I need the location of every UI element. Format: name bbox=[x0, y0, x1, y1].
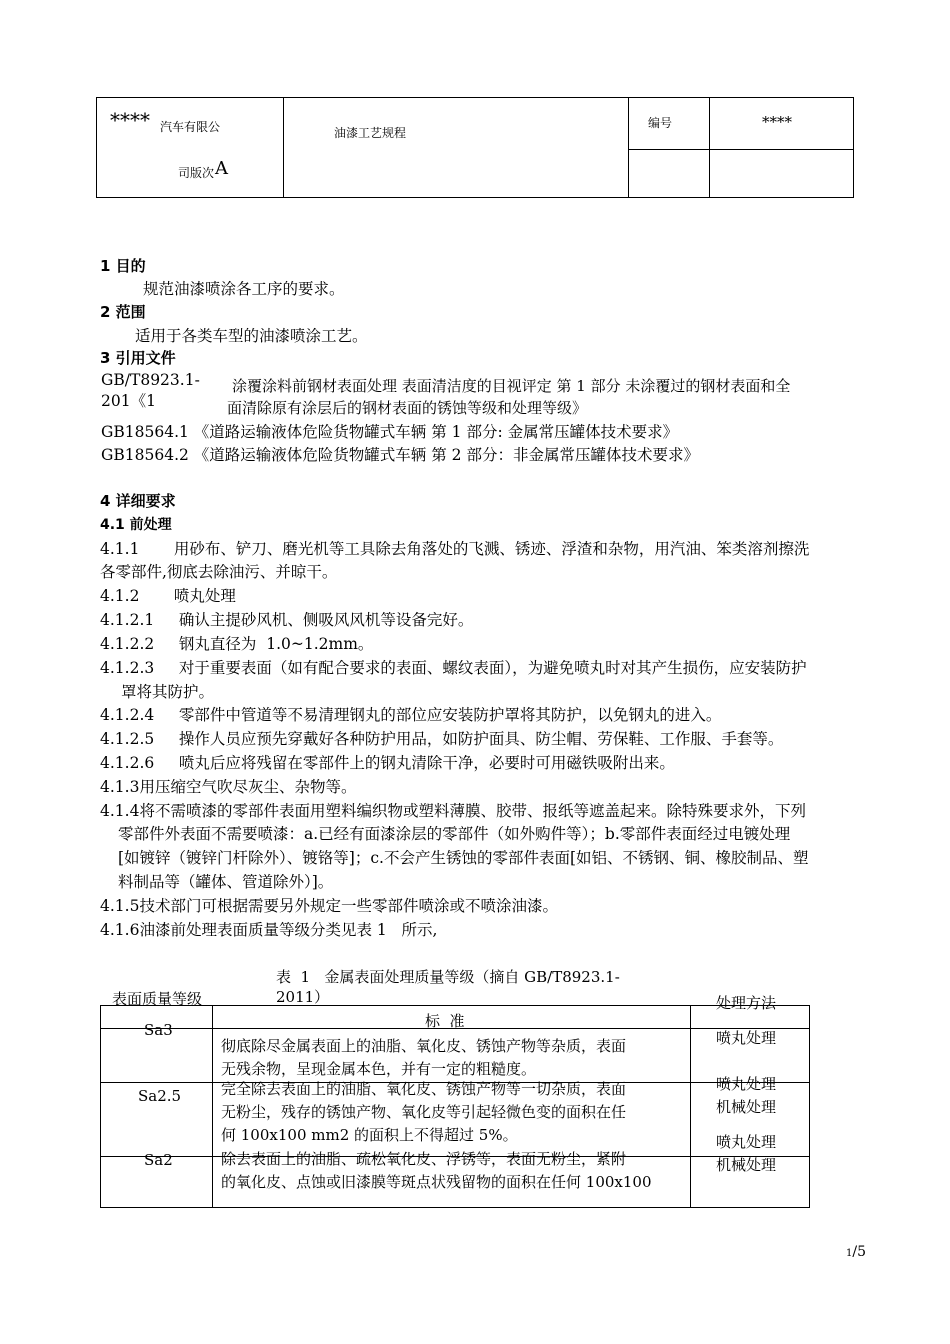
line-4-1-2-6: 4.1.2.6 喷丸后应将残留在零部件上的钢丸清除干净，必要时可用磁铁吸附出来。 bbox=[100, 754, 675, 772]
line-4-1-6: 4.1.6油漆前处理表面质量等级分类见表 1 所示, bbox=[100, 921, 438, 939]
table-cell-method: 喷丸处理 bbox=[716, 1075, 777, 1093]
line-4-1-1-cont: 各零部件,彻底去除油污、并晾干。 bbox=[100, 563, 338, 581]
table-cell-standard: 完全除去表面上的油脂、氧化皮、锈蚀产物等一切杂质，表面 bbox=[221, 1080, 627, 1098]
section-1-text: 规范油漆喷涂各工序的要求。 bbox=[143, 280, 345, 298]
section-4-1-title: 4.1 前处理 bbox=[100, 517, 172, 533]
company-name-cont: 司版次 bbox=[178, 166, 215, 180]
number-label: 编号 bbox=[648, 116, 673, 130]
header-divider bbox=[709, 98, 710, 197]
page-number bbox=[846, 1241, 866, 1260]
ref-1-text: 涂覆涂料前钢材表面处理 表面清洁度的目视评定 第 1 部分 未涂覆过的钢材表面和全 bbox=[232, 377, 791, 395]
table-cell-grade: Sa3 bbox=[144, 1021, 173, 1039]
ref-1-code: GB/T8923.1- bbox=[101, 371, 200, 389]
table-cell-method: 喷丸处理 bbox=[716, 1029, 777, 1047]
table-cell-grade: Sa2.5 bbox=[138, 1087, 182, 1105]
ref-3: GB18564.2 《道路运输液体危险货物罐式车辆 第 2 部分：非金属常压罐体技术要求》 bbox=[101, 446, 699, 464]
line-4-1-2-2: 4.1.2.2 钢丸直径为 1.0~1.2mm。 bbox=[100, 635, 374, 653]
company-name: 汽车有限公 bbox=[160, 120, 221, 134]
doc-title: 油漆工艺规程 bbox=[334, 126, 407, 140]
line-4-1-2-3-cont: 罩将其防护。 bbox=[121, 683, 215, 701]
document-header bbox=[96, 97, 854, 198]
section-2-title: 2 范围 bbox=[100, 303, 146, 321]
section-2-text: 适用于各类车型的油漆喷涂工艺。 bbox=[135, 327, 368, 345]
table-cell-standard: 除去表面上的油脂、疏松氧化皮、浮锈等，表面无粉尘，紧附 bbox=[221, 1150, 627, 1168]
page-current: 1 bbox=[846, 1248, 853, 1259]
line-4-1-4-cont: 零部件外表面不需要喷漆：a.已经有面漆涂层的零部件（如外购件等）；b.零部件表面经过电镀处理 bbox=[118, 825, 791, 843]
line-4-1-2-1: 4.1.2.1 确认主提砂风机、侧吸风风机等设备完好。 bbox=[100, 611, 474, 629]
version-value: A bbox=[215, 158, 228, 179]
column-header-method: 处理方法 bbox=[716, 994, 777, 1012]
header-divider bbox=[283, 98, 284, 197]
company-stars: **** bbox=[110, 108, 150, 132]
table-cell-method: 机械处理 bbox=[716, 1156, 777, 1174]
line-4-1-4: 4.1.4将不需喷漆的零部件表面用塑料编织物或塑料薄膜、胶带、报纸等遮盖起来。除特殊要求外，下列 bbox=[100, 802, 806, 820]
line-4-1-4-cont: [如镀锌（镀锌门杆除外）、镀铬等]；c.不会产生锈蚀的零部件表面[如铝、不锈钢、铜、橡胶制品、塑 bbox=[118, 849, 809, 867]
table-cell-standard: 何 100x100 mm2 的面积上不得超过 5%。 bbox=[221, 1126, 518, 1144]
table-cell-standard: 彻底除尽金属表面上的油脂、氧化皮、锈蚀产物等杂质，表面 bbox=[221, 1037, 627, 1055]
ref-2: GB18564.1 《道路运输液体危险货物罐式车辆 第 1 部分: 金属常压罐体技术要求》 bbox=[101, 423, 679, 441]
ref-1-code-cont: 201《1 bbox=[101, 392, 156, 410]
header-divider bbox=[628, 149, 853, 150]
table-cell-method: 喷丸处理 bbox=[716, 1133, 777, 1151]
page-total: /5 bbox=[852, 1244, 866, 1260]
line-4-1-4-cont: 料制品等（罐体、管道除外）]。 bbox=[118, 873, 334, 891]
line-4-1-2-5: 4.1.2.5 操作人员应预先穿戴好各种防护用品，如防护面具、防尘帽、劳保鞋、工作服、手套等。 bbox=[100, 730, 784, 748]
column-header-standard: 标 准 bbox=[425, 1012, 465, 1030]
line-4-1-2-3: 4.1.2.3 对于重要表面（如有配合要求的表面、螺纹表面），为避免喷丸时对其产生损伤，应安装防护 bbox=[100, 659, 807, 677]
section-4-title: 4 详细要求 bbox=[100, 492, 176, 510]
table-cell-standard: 无粉尘，残存的锈蚀产物、氧化皮等引起轻微色变的面积在任 bbox=[221, 1103, 627, 1121]
table-caption-cont: 2011） bbox=[276, 988, 330, 1006]
table-cell-grade: Sa2 bbox=[144, 1151, 173, 1169]
line-4-1-2-4: 4.1.2.4 零部件中管道等不易清理钢丸的部位应安装防护罩将其防护，以免钢丸的进入。 bbox=[100, 706, 722, 724]
table-cell-method: 机械处理 bbox=[716, 1098, 777, 1116]
number-value: **** bbox=[762, 113, 792, 131]
table-column-divider bbox=[212, 1006, 213, 1207]
section-3-title: 3 引用文件 bbox=[100, 349, 176, 367]
table-column-divider bbox=[690, 1006, 691, 1207]
ref-1-text-cont: 面清除原有涂层后的钢材表面的锈蚀等级和处理等级》 bbox=[227, 399, 588, 417]
table-cell-standard: 无残余物，呈现金属本色，并有一定的粗糙度。 bbox=[221, 1060, 537, 1078]
header-divider bbox=[628, 98, 629, 197]
line-4-1-3: 4.1.3用压缩空气吹尽灰尘、杂物等。 bbox=[100, 778, 357, 796]
line-4-1-1: 4.1.1 用砂布、铲刀、磨光机等工具除去角落处的飞溅、锈迹、浮渣和杂物，用汽油、笨类溶剂擦洗 bbox=[100, 540, 810, 558]
column-header-grade: 表面质量等级 bbox=[112, 990, 203, 1008]
table-caption: 表 1 金属表面处理质量等级（摘自 GB/T8923.1- bbox=[276, 968, 620, 986]
table-cell-standard: 的氧化皮、点蚀或旧漆膜等斑点状残留物的面积在任何 100x100 bbox=[221, 1173, 652, 1191]
line-4-1-2: 4.1.2 喷丸处理 bbox=[100, 587, 236, 605]
line-4-1-5: 4.1.5技术部门可根据需要另外规定一些零部件喷涂或不喷涂油漆。 bbox=[100, 897, 558, 915]
section-1-title: 1 目的 bbox=[100, 257, 146, 275]
